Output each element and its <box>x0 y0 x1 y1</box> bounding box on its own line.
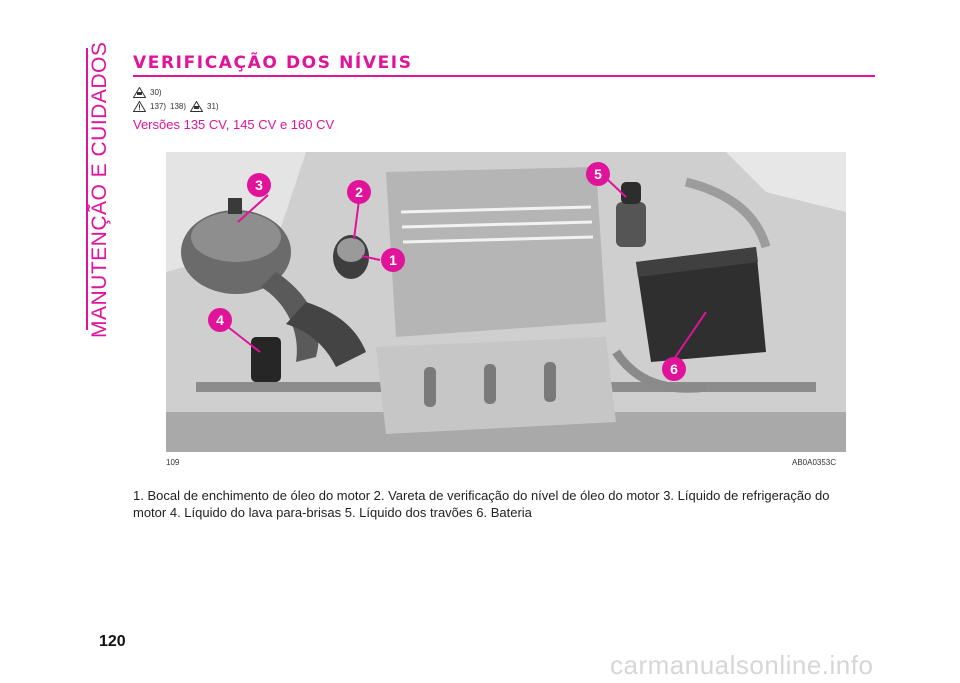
page-number: 120 <box>99 633 126 650</box>
warning-row-1 <box>133 87 162 98</box>
callout-badge-3 <box>247 173 271 197</box>
caution-car-icon <box>133 87 146 98</box>
caution-car-icon <box>190 101 203 112</box>
svg-text:6: 6 <box>670 361 678 377</box>
warning-ref: 31) <box>207 102 219 111</box>
section-side-label <box>86 41 116 338</box>
callout-badge-4 <box>208 308 232 332</box>
warning-ref: 137) <box>150 102 167 111</box>
callout-badge-5 <box>586 162 610 186</box>
page-title: VERIFICAÇÃO DOS NÍVEIS <box>133 53 413 73</box>
svg-text:5: 5 <box>594 166 602 182</box>
callout-badge-2 <box>347 180 371 204</box>
figure-code: AB0A0353C <box>792 458 837 467</box>
svg-text:3: 3 <box>255 177 263 193</box>
warning-triangle-icon <box>133 101 146 112</box>
svg-text:2: 2 <box>355 184 363 200</box>
warning-ref: 138) <box>170 102 187 111</box>
svg-text:1: 1 <box>389 252 397 268</box>
warning-row-2 <box>133 101 219 112</box>
callout-badge-1 <box>381 248 405 272</box>
section-side-text: MANUTENÇÃO E CUIDADOS <box>88 41 111 338</box>
figure-caption: 1. Bocal de enchimento de óleo do motor 2. Vareta de verificação do nível de óleo do motor 3. Líquido de refrigeração do motor 4. Líquido do lava para-brisas 5. Líquido dos travões 6. Bateria <box>133 488 830 520</box>
engine-bay-figure <box>166 152 846 452</box>
title-underline <box>133 75 875 77</box>
warning-ref: 30) <box>150 88 162 97</box>
figure-number: 109 <box>166 458 180 467</box>
watermark: carmanualsonline.info <box>610 650 874 680</box>
section-subtitle: Versões 135 CV, 145 CV e 160 CV <box>133 117 335 132</box>
callout-badge-6 <box>662 357 686 381</box>
svg-text:4: 4 <box>216 312 224 328</box>
callout-layer <box>166 152 846 452</box>
